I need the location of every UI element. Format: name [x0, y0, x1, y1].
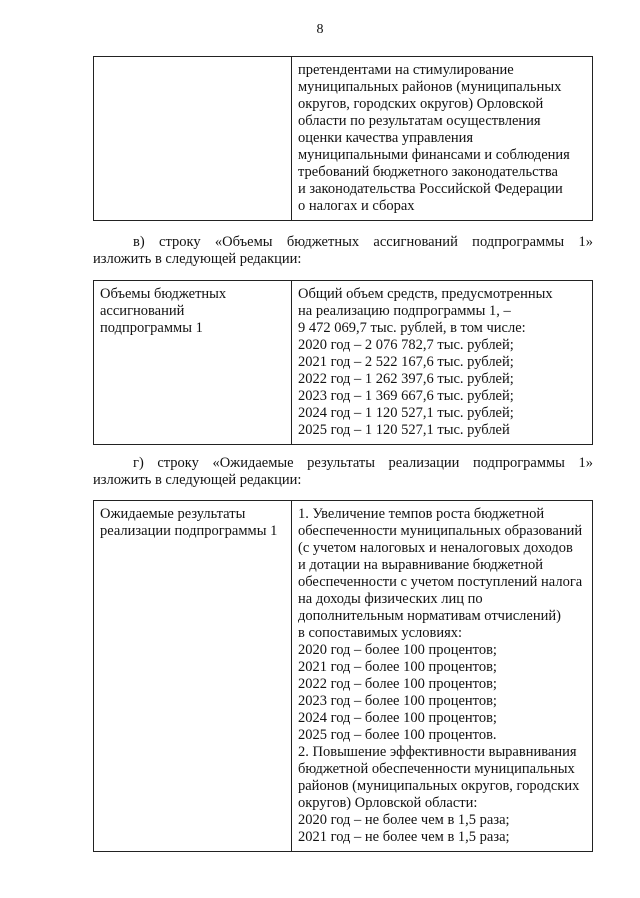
text-line: 2021 год – 2 522 167,6 тыс. рублей; [298, 354, 514, 370]
text-line: реализации подпрограммы 1 [100, 523, 278, 539]
table-expected-results [93, 500, 593, 852]
text-line: бюджетной обеспеченности муниципальных [298, 761, 575, 777]
paragraph-line: изложить в следующей редакции: [93, 472, 302, 488]
text-line: 2022 год – 1 262 397,6 тыс. рублей; [298, 371, 514, 387]
table-cell-right [292, 501, 593, 852]
text-line: требований бюджетного законодательства [298, 164, 558, 180]
text-line: 2021 год – более 100 процентов; [298, 659, 497, 675]
text-line: 2020 год – 2 076 782,7 тыс. рублей; [298, 337, 514, 353]
text-line: (с учетом налоговых и неналоговых доходов [298, 540, 573, 556]
text-line: муниципальных районов (муниципальных [298, 79, 562, 95]
text-line: обеспеченности с учетом поступлений налога [298, 574, 583, 590]
text-line: 2025 год – более 100 процентов. [298, 727, 497, 743]
text-line: округов, городских округов) Орловской [298, 96, 544, 112]
text-line: 9 472 069,7 тыс. рублей, в том числе: [298, 320, 526, 336]
text-line: муниципальными финансами и соблюдения [298, 147, 570, 163]
text-line: на доходы физических лиц по [298, 591, 483, 607]
text-line: 2023 год – 1 369 667,6 тыс. рублей; [298, 388, 514, 404]
text-line: и законодательства Российской Федерации [298, 181, 563, 197]
text-line: в сопоставимых условиях: [298, 625, 463, 641]
text-line: подпрограммы 1 [100, 320, 203, 336]
text-line: о налогах и сборах [298, 198, 415, 214]
table-cell-left [94, 57, 292, 221]
table-budget-allocations [93, 280, 593, 445]
paragraph-line: г) строку «Ожидаемые результаты реализации подпрограммы 1» [133, 455, 593, 471]
text-line: области по результатам осуществления [298, 113, 541, 129]
table-row [94, 281, 593, 445]
table-cell-left [94, 501, 292, 852]
page-number: 8 [316, 22, 324, 37]
table-row [94, 57, 593, 221]
paragraph-line: в) строку «Объемы бюджетных ассигнований подпрограммы 1» [133, 234, 593, 250]
table-cell-right [292, 57, 593, 221]
text-line: ассигнований [100, 303, 185, 319]
text-line: 2. Повышение эффективности выравнивания [298, 744, 577, 760]
table-cell-left [94, 281, 292, 445]
table-continuation [93, 56, 593, 221]
text-line: обеспеченности муниципальных образований [298, 523, 583, 539]
text-line: 2024 год – более 100 процентов; [298, 710, 497, 726]
text-line: 2020 год – не более чем в 1,5 раза; [298, 812, 510, 828]
paragraph-v [93, 234, 593, 268]
text-line: Ожидаемые результаты [100, 506, 246, 522]
text-line: 1. Увеличение темпов роста бюджетной [298, 506, 545, 522]
table-row [94, 501, 593, 852]
text-line: дополнительным нормативам отчислений) [298, 608, 561, 624]
text-line: Общий объем средств, предусмотренных [298, 286, 553, 302]
text-line: 2022 год – более 100 процентов; [298, 676, 497, 692]
text-line: 2021 год – не более чем в 1,5 раза; [298, 829, 510, 845]
paragraph-line: изложить в следующей редакции: [93, 251, 302, 267]
text-line: Объемы бюджетных [100, 286, 227, 302]
text-line: районов (муниципальных округов, городских [298, 778, 580, 794]
text-line: 2025 год – 1 120 527,1 тыс. рублей [298, 422, 510, 438]
text-line: на реализацию подпрограммы 1, – [298, 303, 511, 319]
paragraph-g [93, 455, 593, 489]
table-cell-right [292, 281, 593, 445]
text-line: 2023 год – более 100 процентов; [298, 693, 497, 709]
text-line: 2020 год – более 100 процентов; [298, 642, 497, 658]
text-line: округов) Орловской области: [298, 795, 478, 811]
text-line: оценки качества управления [298, 130, 474, 146]
text-line: претендентами на стимулирование [298, 62, 514, 78]
text-line: 2024 год – 1 120 527,1 тыс. рублей; [298, 405, 514, 421]
text-line: и дотации на выравнивание бюджетной [298, 557, 544, 573]
